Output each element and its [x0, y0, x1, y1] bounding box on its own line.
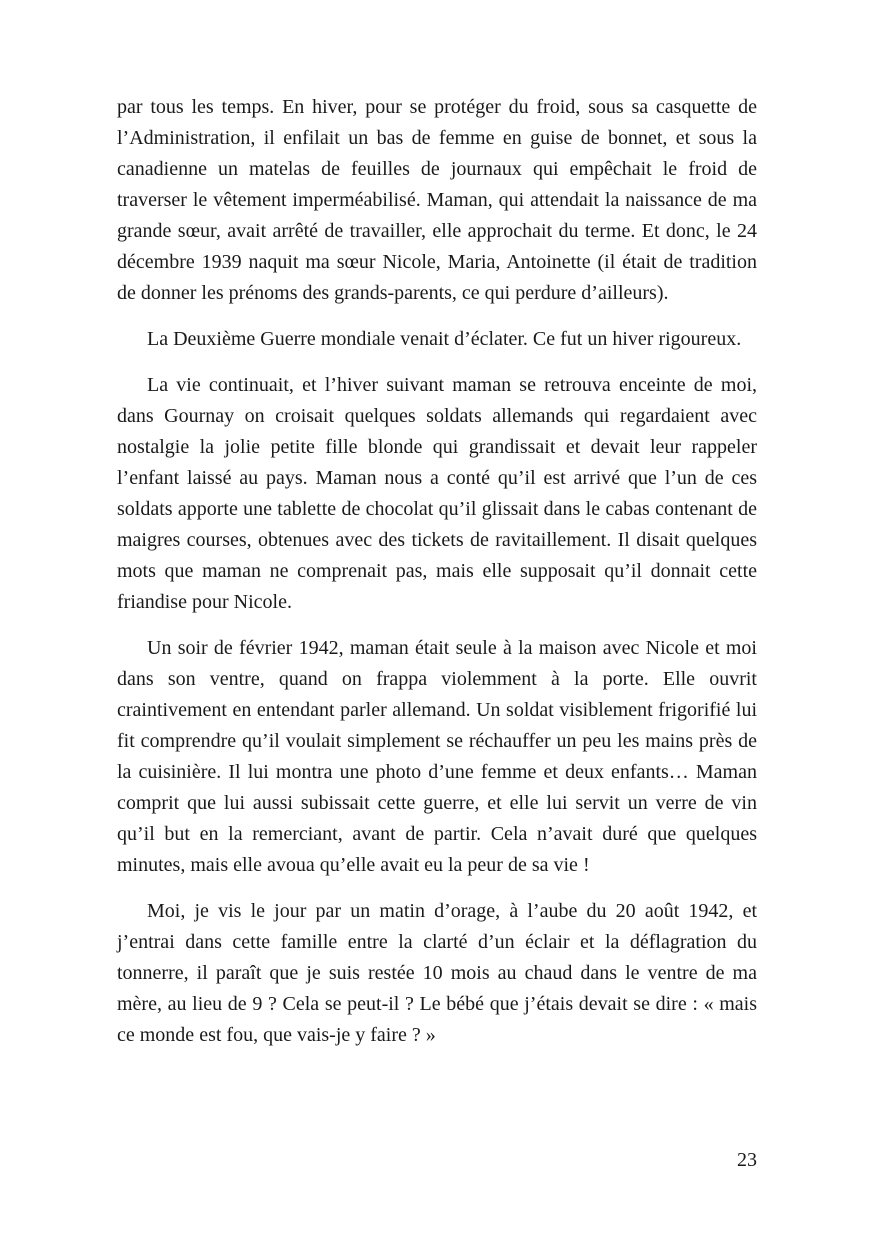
page-body	[117, 92, 757, 1066]
paragraph-1: par tous les temps. En hiver, pour se protéger du froid, sous sa casquette de l’Administration, il enfilait un bas de femme en guise de bonnet, et sous la canadienne un matelas de feuilles de journaux qui empêchait le froid de traverser le vêtement imperméabilisé. Maman, qui attendait la naissance de ma grande sœur, avait arrêté de travailler, elle approchait du terme. Et donc, le 24 décembre 1939 naquit ma sœur Nicole, Maria, Antoinette (il était de tradition de donner les prénoms des grands-parents, ce qui perdure d’ailleurs).	[117, 96, 757, 304]
paragraph-4: Un soir de février 1942, maman était seule à la maison avec Nicole et moi dans son ventre, quand on frappa violemment à la porte. Elle ouvrit craintivement en entendant parler allemand. Un soldat visiblement frigorifié lui fit comprendre qu’il voulait simplement se réchauffer un peu les mains près de la cuisinière. Il lui montra une photo d’une femme et deux enfants… Maman comprit que lui aussi subissait cette guerre, et elle lui servit un verre de vin qu’il but en la remerciant, avant de partir. Cela n’avait duré que quelques minutes, mais elle avoua qu’elle avait eu la peur de sa vie !	[117, 637, 757, 876]
paragraph-5: Moi, je vis le jour par un matin d’orage, à l’aube du 20 août 1942, et j’entrai dans cette famille entre la clarté d’un éclair et la déflagration du tonnerre, il paraît que je suis restée 10 mois au chaud dans le ventre de ma mère, au lieu de 9 ? Cela se peut-il ? Le bébé que j’étais devait se dire : « mais ce monde est fou, que vais-je y faire ? »	[117, 900, 757, 1046]
page-number: 23	[737, 1149, 757, 1171]
paragraph-2: La Deuxième Guerre mondiale venait d’éclater. Ce fut un hiver rigoureux.	[147, 328, 742, 350]
paragraph-3: La vie continuait, et l’hiver suivant maman se retrouva enceinte de moi, dans Gournay on croisait quelques soldats allemands qui regardaient avec nostalgie la jolie petite fille blonde qui grandissait et devait leur rappeler l’enfant laissé au pays. Maman nous a conté qu’il est arrivé que l’un de ces soldats apporte une tablette de chocolat qu’il glissait dans le cabas contenant de maigres courses, obtenues avec des tickets de ravitaillement. Il disait quelques mots que maman ne comprenait pas, mais elle supposait qu’il donnait cette friandise pour Nicole.	[117, 374, 757, 613]
